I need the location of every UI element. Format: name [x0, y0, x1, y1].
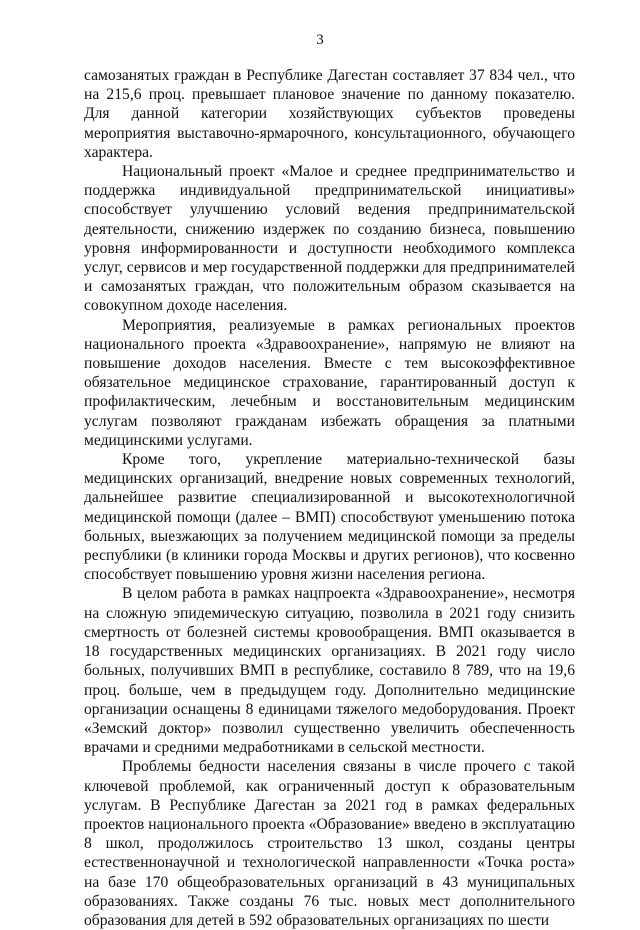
paragraph-healthcare-projects: Мероприятия, реализуемые в рамках региональных проектов национального проекта «Здравоохранение», напрямую не влияют на повышение доходов населения. Вместе с тем высокоэффективное обязательное медицинское страхование, гарантированный доступ к профилактическим, лечебным и восстановительным медицинским услугам позволяют гражданам избежать обращения за платными медицинскими услугами. [84, 316, 575, 449]
document-body [84, 66, 575, 930]
paragraph-healthcare-results: В целом работа в рамках нацпроекта «Здравоохранение», несмотря на сложную эпидемическую ситуацию, позволила в 2021 году снизить смертность от болезней системы кровообращения. ВМП оказывается в 18 государственных медицинских организациях. В 2021 году число больных, получивших ВМП в республике, составило 8 789, что на 19,6 проц. больше, чем в предыдущем году. Дополнительно медицинские организации оснащены 8 единицами тяжелого медоборудования. Проект «Земский доктор» позволил существенно увеличить обеспеченность врачами и средними медработниками в сельской местности. [84, 585, 575, 757]
paragraph-small-business: Национальный проект «Малое и среднее предпринимательство и поддержка индивидуальной предпринимательской инициативы» способствует улучшению условий ведения предпринимательской деятельности, снижению издержек по созданию бизнеса, повышению уровня информированности и доступности необходимого комплекса услуг, сервисов и мер государственной поддержки для предпринимателей и самозанятых граждан, что положительным образом сказывается на совокупном доходе населения. [84, 163, 575, 315]
paragraph-medical-infrastructure: Кроме того, укрепление материально-технической базы медицинских организаций, внедрение новых современных технологий, дальнейшее развитие специализированной и высокотехнологичной медицинской помощи (далее – ВМП) способствуют уменьшению потока больных, выезжающих за получением медицинской помощи за пределы республики (в клиники города Москвы и других регионов), что косвенно способствует повышению уровня жизни населения региона. [84, 451, 575, 584]
paragraph-education: Проблемы бедности населения связаны в числе прочего с такой ключевой проблемой, как ограниченный доступ к образовательным услугам. В Республике Дагестан за 2021 год в рамках федеральных проектов национального проекта «Образование» введено в эксплуатацию 8 школ, продолжилось строительство 13 школ, созданы центры естественнонаучной и технологической направленности «Точка роста» на базе 170 общеобразовательных организаций в 43 муниципальных образованиях. Также созданы 76 тыс. новых мест дополнительного образования для детей в 592 образовательных организациях по шести [84, 758, 575, 929]
page-number: 3 [316, 32, 324, 48]
paragraph-self-employed: самозанятых граждан в Республике Дагестан составляет 37 834 чел., что на 215,6 проц. превышает плановое значение по данному показателю. Для данной категории хозяйствующих субъектов проведены мероприятия выставочно-ярмарочного, консультационного, обучающего характера. [84, 67, 575, 161]
